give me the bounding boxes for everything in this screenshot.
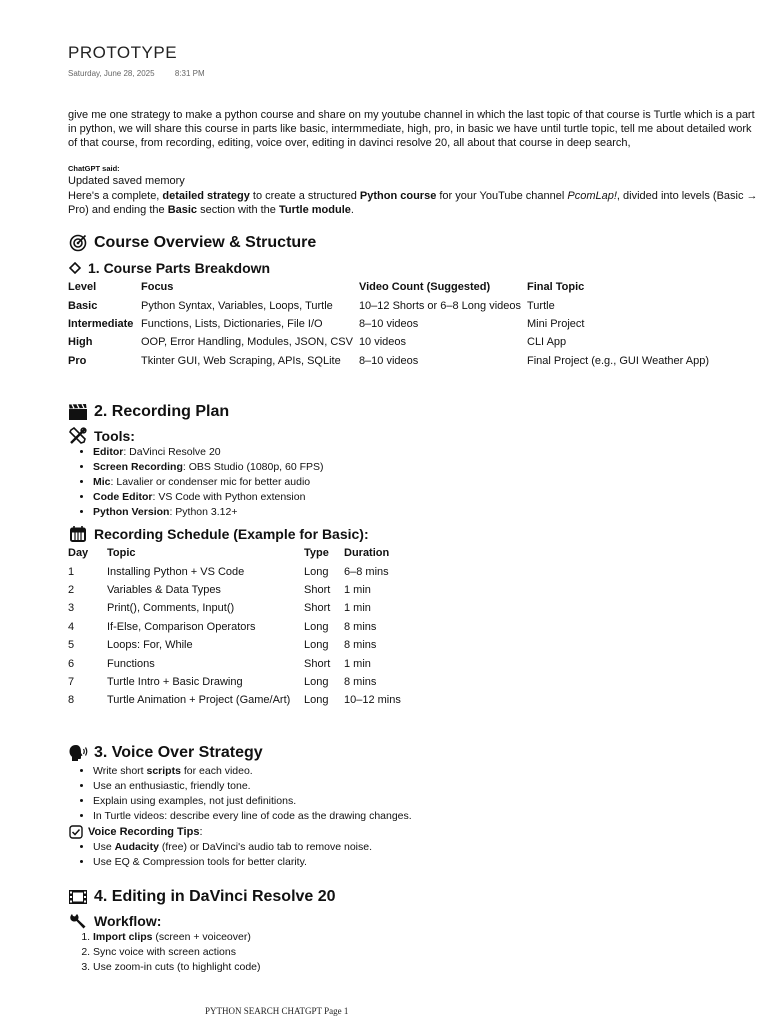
item-text: (free) or DaVinci's audio tab to remove noise.: [158, 841, 373, 853]
page-date: Saturday, June 28, 2025: [68, 69, 155, 78]
table-row: [68, 562, 444, 580]
item-text: Sync voice with screen actions: [93, 946, 236, 958]
table-row: [68, 618, 444, 636]
section-heading-recording-plan: [68, 402, 229, 422]
table-header: Topic: [107, 547, 136, 560]
list-item: [93, 764, 412, 779]
speaking-head-icon: [68, 743, 88, 763]
table-header-row: [68, 278, 747, 296]
memory-notice: Updated saved memory: [68, 175, 185, 187]
table-cell: Turtle: [527, 299, 555, 312]
table-row: [68, 599, 444, 617]
intro-bold-1: detailed strategy: [162, 190, 250, 202]
table-row: [68, 673, 444, 691]
list-item: [93, 930, 261, 945]
list-item: [93, 855, 372, 870]
subheading-text: 1. Course Parts Breakdown: [88, 260, 271, 276]
item-value: : Lavalier or condenser mic for better audio: [110, 476, 311, 488]
item-text: (screen + voiceover): [152, 931, 251, 943]
table-cell: 1 min: [344, 583, 371, 596]
tips-colon: :: [199, 826, 203, 838]
table-cell: Loops: For, While: [107, 639, 193, 652]
film-frames-icon: [68, 887, 88, 907]
table-header: Final Topic: [527, 281, 585, 294]
voice-tips-list: [68, 840, 372, 870]
table-cell: Long: [304, 620, 329, 633]
item-text: Use an enthusiastic, friendly tone.: [93, 780, 251, 792]
table-row: [68, 315, 747, 333]
table-cell: Functions: [107, 657, 155, 670]
table-header: Level: [68, 281, 97, 294]
table-cell: Long: [304, 565, 329, 578]
item-label: Screen Recording: [93, 461, 183, 473]
table-cell: Short: [304, 602, 331, 615]
tools-icon: [68, 426, 88, 446]
calendar-icon: [68, 524, 88, 544]
page-time: 8:31 PM: [174, 69, 205, 78]
list-item: [93, 505, 324, 520]
tools-list: [68, 445, 324, 520]
table-cell: Short: [304, 657, 331, 670]
table-header: Focus: [141, 281, 174, 294]
table-cell: 8 mins: [344, 620, 377, 633]
table-cell: 1 min: [344, 602, 371, 615]
list-item: [93, 794, 412, 809]
intro-bold-2: Python course: [359, 190, 437, 202]
item-bold: Import clips: [93, 931, 153, 943]
page-meta: [68, 69, 223, 78]
voice-recording-tips-heading: [68, 824, 203, 840]
item-value: : Python 3.12+: [169, 506, 238, 518]
table-header-row: [68, 544, 444, 562]
clapperboard-icon: [68, 402, 88, 422]
table-cell: Functions, Lists, Dictionaries, File I/O: [141, 317, 323, 330]
workflow-list: [68, 930, 261, 975]
list-item: [93, 490, 324, 505]
table-cell: 10–12 Shorts or 6–8 Long videos: [358, 299, 521, 312]
list-item: [93, 960, 261, 975]
table-cell: 6: [68, 657, 75, 670]
subheading-recording-schedule: [68, 524, 369, 544]
table-row: [68, 296, 747, 314]
table-cell: 6–8 mins: [344, 565, 389, 578]
table-cell: 1: [68, 565, 75, 578]
list-item: [93, 460, 324, 475]
wrench-icon: [68, 911, 88, 931]
table-cell: 2: [68, 583, 75, 596]
table-cell: OOP, Error Handling, Modules, JSON, CSV: [141, 336, 353, 349]
table-cell: 3: [68, 602, 75, 615]
item-label: Editor: [93, 446, 124, 458]
item-label: Code Editor: [93, 491, 153, 503]
section-heading-voice-over: [68, 743, 263, 763]
item-label: Python Version: [93, 506, 170, 518]
section-heading-text: 2. Recording Plan: [94, 403, 230, 420]
table-cell: 8 mins: [344, 639, 377, 652]
chatgpt-said-label: ChatGPT said:: [68, 164, 120, 173]
table-header: Duration: [344, 547, 390, 560]
list-item: [93, 445, 324, 460]
table-cell: Installing Python + VS Code: [107, 565, 245, 578]
intro-text-6: .: [350, 204, 354, 216]
table-cell: 8–10 videos: [358, 317, 419, 330]
subheading-text: Recording Schedule (Example for Basic):: [94, 526, 369, 542]
item-value: : DaVinci Resolve 20: [123, 446, 221, 458]
table-cell: 4: [68, 620, 75, 633]
tips-label: Voice Recording Tips: [88, 826, 200, 838]
table-header: Day: [68, 547, 89, 560]
intro-bold-4: Turtle module: [278, 204, 351, 216]
table-header: Type: [304, 547, 329, 560]
diamond-icon: [68, 258, 82, 278]
section-heading-text: 3. Voice Over Strategy: [94, 744, 263, 761]
page-title: PROTOTYPE: [68, 43, 178, 62]
subheading-workflow: [68, 911, 161, 931]
table-cell: Python Syntax, Variables, Loops, Turtle: [141, 299, 333, 312]
table-row: [68, 654, 444, 672]
item-text: In Turtle videos: describe every line of code as the drawing changes.: [93, 810, 412, 822]
section-heading-course-overview: [68, 233, 316, 253]
list-item: [93, 945, 261, 960]
table-cell: Long: [304, 675, 329, 688]
item-value: : OBS Studio (1080p, 60 FPS): [182, 461, 324, 473]
subheading-text: Tools:: [94, 428, 135, 444]
recording-schedule-table: [68, 544, 444, 710]
table-cell: Long: [304, 639, 329, 652]
table-header: Video Count (Suggested): [358, 281, 491, 294]
table-cell: Intermediate: [68, 317, 134, 330]
item-text: Explain using examples, not just definitions.: [93, 795, 297, 807]
checkbox-icon: [68, 824, 84, 840]
list-item: [93, 779, 412, 794]
target-icon: [68, 233, 88, 253]
table-cell: Short: [304, 583, 331, 596]
table-row: [68, 581, 444, 599]
table-row: [68, 333, 747, 351]
item-bold: Audacity: [114, 841, 159, 853]
intro-text-1: Here's a complete,: [68, 190, 163, 202]
table-cell: 1 min: [344, 657, 371, 670]
item-text: Use zoom-in cuts (to highlight code): [93, 961, 261, 973]
table-cell: Final Project (e.g., GUI Weather App): [527, 354, 709, 367]
item-text: Write short: [93, 765, 147, 777]
table-cell: Print(), Comments, Input(): [107, 602, 235, 615]
list-item: [93, 475, 324, 490]
table-cell: 8: [68, 694, 75, 707]
item-text: Use: [93, 841, 115, 853]
subheading-text: Workflow:: [94, 913, 162, 929]
table-row: [68, 691, 444, 709]
section-heading-editing: [68, 887, 336, 907]
intro-text-3: for your YouTube channel: [436, 190, 568, 202]
table-cell: Basic: [68, 299, 98, 312]
table-cell: 8–10 videos: [358, 354, 419, 367]
table-row: [68, 636, 444, 654]
section-heading-text: 4. Editing in DaVinci Resolve 20: [94, 888, 336, 905]
table-cell: Long: [304, 694, 329, 707]
user-prompt: give me one strategy to make a python course and share on my youtube channel in which the last topic of that course is Turtle which is a part in python, we will share this course in parts like basic, intermmediate, high, pro, in basic we have until turtle topic, tell me about detailed work of that course, from recording, editing, voice over, editing in davinci resolve 20, all about that course in deep search,: [68, 109, 755, 149]
subheading-course-parts: [68, 258, 270, 278]
list-item: [93, 809, 412, 824]
item-text: for each video.: [180, 765, 253, 777]
section-heading-text: Course Overview & Structure: [94, 234, 317, 251]
intro-italic-1: PcomLap!: [567, 190, 617, 202]
list-item: [93, 840, 372, 855]
intro-text-2: to create a structured: [249, 190, 360, 202]
table-row: [68, 352, 747, 370]
intro-bold-3: Basic: [167, 204, 198, 216]
table-cell: Turtle Intro + Basic Drawing: [107, 675, 243, 688]
intro-text-4: , divided into levels (Basic → Pro) and ending the: [68, 190, 758, 216]
table-cell: If-Else, Comparison Operators: [107, 620, 256, 633]
item-bold: scripts: [146, 765, 181, 777]
item-value: : VS Code with Python extension: [152, 491, 306, 503]
subheading-tools: [68, 426, 135, 446]
table-cell: Tkinter GUI, Web Scraping, APIs, SQLite: [141, 354, 341, 367]
intro-text-5: section with the: [197, 204, 279, 216]
voice-over-list: [68, 764, 412, 824]
table-cell: 7: [68, 675, 75, 688]
table-cell: Mini Project: [527, 317, 585, 330]
table-cell: Variables & Data Types: [107, 583, 221, 596]
table-cell: Turtle Animation + Project (Game/Art): [107, 694, 291, 707]
table-cell: 5: [68, 639, 75, 652]
table-cell: High: [68, 336, 93, 349]
course-parts-table: [68, 278, 747, 370]
intro-paragraph: [68, 189, 758, 217]
table-cell: 10–12 mins: [344, 694, 401, 707]
table-cell: Pro: [68, 354, 87, 367]
item-text: Use EQ & Compression tools for better clarity.: [93, 856, 307, 868]
table-cell: 10 videos: [358, 336, 407, 349]
table-cell: 8 mins: [344, 675, 377, 688]
item-label: Mic: [93, 476, 111, 488]
table-cell: CLI App: [527, 336, 567, 349]
page-footer: PYTHON SEARCH CHATGPT Page 1: [205, 1006, 349, 1016]
